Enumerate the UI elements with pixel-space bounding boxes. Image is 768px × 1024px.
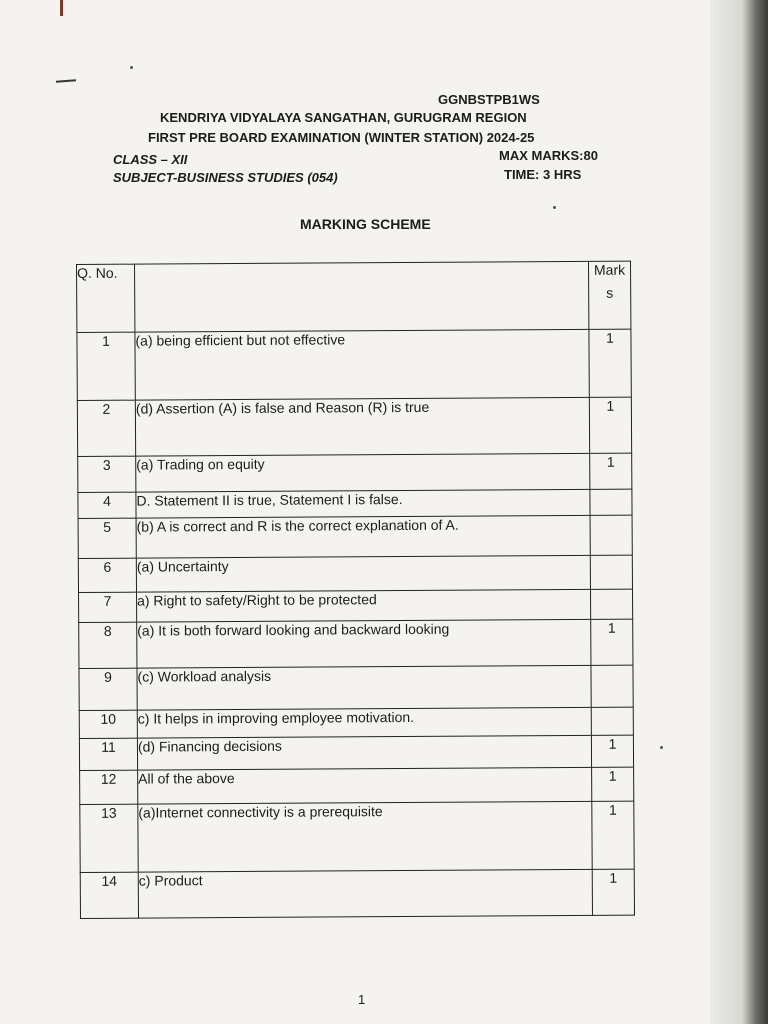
marks-value: 1: [592, 767, 634, 801]
table-row: [80, 801, 634, 872]
question-number: 12: [80, 770, 138, 804]
marks-header-line2: s: [606, 284, 614, 301]
scan-mark: [56, 79, 76, 82]
answer-text: (b) A is correct and R is the correct explanation of A.: [136, 515, 590, 558]
answer-text: (a) Trading on equity: [136, 453, 590, 492]
answer-text: (d) Assertion (A) is false and Reason (R) is true: [135, 397, 589, 456]
question-number: 10: [79, 710, 137, 738]
question-number: 6: [78, 558, 136, 592]
scan-speck: [130, 66, 133, 69]
document-code: GGNBSTPB1WS: [438, 92, 540, 107]
marks-value: 1: [590, 453, 632, 489]
question-number: 9: [79, 668, 137, 710]
question-number: 2: [77, 400, 135, 456]
scan-mark: [60, 0, 63, 16]
answer-text: (c) Workload analysis: [137, 665, 591, 710]
marks-value: 1: [592, 801, 634, 869]
question-number: 3: [78, 456, 136, 492]
answer-text: c) Product: [138, 869, 592, 918]
table-row: [78, 453, 632, 492]
marks-value: [591, 707, 633, 735]
table-row: [78, 555, 632, 592]
marks-value: [590, 489, 632, 515]
marks-value: [590, 589, 632, 619]
qno-header: Q. No.: [77, 264, 135, 332]
table-row: [79, 619, 633, 668]
marks-value: 1: [591, 735, 633, 767]
organization-name: KENDRIYA VIDYALAYA SANGATHAN, GURUGRAM REGION: [160, 110, 527, 125]
marks-value: 1: [589, 397, 631, 453]
marking-scheme-table: [76, 261, 635, 919]
marking-scheme-title: MARKING SCHEME: [300, 216, 431, 232]
answer-text: a) Right to safety/Right to be protected: [137, 589, 591, 622]
question-number: 11: [79, 738, 137, 770]
question-number: 4: [78, 492, 136, 518]
question-number: 5: [78, 518, 136, 558]
scan-edge-shadow: [710, 0, 768, 1024]
table-header-row: [77, 261, 631, 332]
time-label: TIME: 3 HRS: [504, 167, 582, 182]
table-row: [77, 329, 631, 400]
table-row: [79, 665, 633, 710]
table-row: [78, 489, 632, 518]
answer-text: c) It helps in improving employee motivation.: [137, 707, 591, 738]
question-number: 7: [79, 592, 137, 622]
marks-value: 1: [591, 619, 633, 665]
question-number: 14: [80, 872, 138, 918]
answer-text: All of the above: [138, 767, 592, 804]
marks-header-line1: Mark: [593, 261, 626, 278]
marks-value: [590, 515, 632, 555]
question-number: 1: [77, 332, 135, 400]
page-number: 1: [358, 992, 366, 1007]
table-row: [78, 515, 632, 558]
subject-label: SUBJECT-BUSINESS STUDIES (054): [113, 170, 338, 185]
marks-value: [590, 555, 632, 589]
marks-value: 1: [592, 869, 634, 915]
table-row: [79, 707, 633, 738]
scan-speck: [660, 746, 663, 749]
answer-text: (a) being efficient but not effective: [135, 329, 589, 400]
answer-text: (a) It is both forward looking and backward looking: [137, 619, 591, 668]
table-row: [77, 397, 631, 456]
class-label: CLASS – XII: [113, 152, 188, 167]
marks-value: [591, 665, 633, 707]
question-number: 13: [80, 804, 138, 872]
max-marks: MAX MARKS:80: [499, 148, 598, 163]
marks-value: 1: [589, 329, 631, 397]
scan-speck: [553, 206, 556, 209]
table-row: [79, 589, 633, 622]
exam-title: FIRST PRE BOARD EXAMINATION (WINTER STATION) 2024-25: [148, 130, 535, 145]
answer-text: (d) Financing decisions: [137, 735, 591, 770]
table-row: [80, 869, 634, 918]
answer-text: D. Statement II is true, Statement I is false.: [136, 489, 590, 518]
question-number: 8: [79, 622, 137, 668]
table-row: [79, 735, 633, 770]
answer-text: (a) Uncertainty: [136, 555, 590, 592]
answer-text: (a)Internet connectivity is a prerequisite: [138, 801, 592, 872]
marks-header: [588, 261, 630, 329]
table-row: [80, 767, 634, 804]
answer-header: [135, 261, 589, 332]
